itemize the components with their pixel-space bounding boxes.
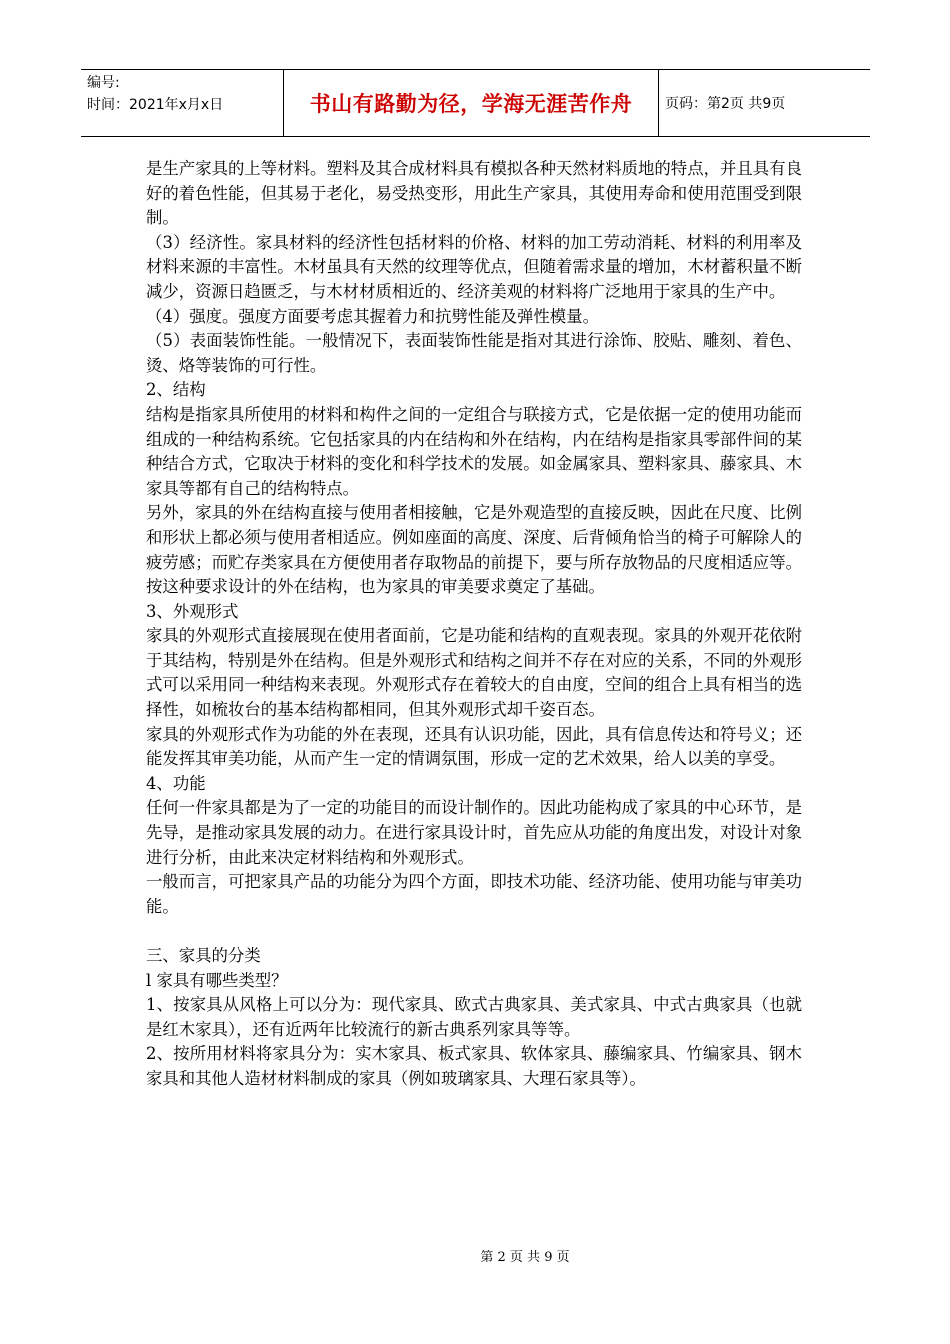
paragraph: 家具的外观形式作为功能的外在表现，还具有认识功能，因此，具有信息传达和符号义；还能发挥其审美功能，从而产生一定的情调氛围，形成一定的艺术效果，给人以美的享受。 — [146, 724, 802, 769]
header-motto-cell — [284, 70, 659, 136]
section-heading: 4、功能 — [146, 773, 206, 793]
paragraph: 任何一件家具都是为了一定的功能目的而设计制作的。因此功能构成了家具的中心环节，是先导，是推动家具发展的动力。在进行家具设计时，首先应从功能的角度出发，对设计对象进行分析，由此来决定材料结构和外观形式。 — [146, 798, 802, 867]
question-heading: l 家具有哪些类型？ — [146, 970, 288, 990]
paragraph: 另外，家具的外在结构直接与使用者相接触，它是外观造型的直接反映，因此在尺度、比例和形状上都必须与使用者相适应。例如座面的高度、深度、后背倾角恰当的椅子可解除人的疲劳感；而贮存类家具在方便使用者存取物品的前提下，要与所存放物品的尺度相适应等。按这种要求设计的外在结构，也为家具的审美要求奠定了基础。 — [146, 503, 802, 597]
document-date: 时间：2021年x月x日 — [87, 97, 224, 113]
chapter-heading: 三、家具的分类 — [146, 946, 261, 965]
paragraph: 家具的外观形式直接展现在使用者面前，它是功能和结构的直观表现。家具的外观开花依附于其结构，特别是外在结构。但是外观形式和结构之间并不存在对应的关系，不同的外观形式可以采用同一种结构来表现。外观形式存在着较大的自由度，空间的组合上具有相当的选择性，如梳妆台的基本结构都相同，但其外观形式却千姿百态。 — [146, 626, 802, 720]
section-heading: 3、外观形式 — [146, 601, 239, 621]
header-motto: 书山有路勤为径，学海无涯苦作舟 — [309, 92, 633, 116]
paragraph: 是生产家具的上等材料。塑料及其合成材料具有模拟各种天然材料质地的特点，并且具有良好的着色性能，但其易于老化，易受热变形，用此生产家具，其使用寿命和使用范围受到限制。 — [146, 159, 802, 228]
document-number-label: 编号: — [87, 75, 120, 91]
paragraph: 一般而言，可把家具产品的功能分为四个方面，即技术功能、经济功能、使用功能与审美功能。 — [146, 872, 802, 916]
header-meta — [81, 70, 284, 136]
section-heading: 2、结构 — [146, 380, 206, 400]
paragraph: （4）强度。强度方面要考虑其握着力和抗劈性能及弹性模量。 — [146, 306, 599, 326]
paragraph: （3）经济性。家具材料的经济性包括材料的价格、材料的加工劳动消耗、材料的利用率及材料来源的丰富性。木材虽具有天然的纹理等优点，但随着需求量的增加，木材蓄积量不断减少，资源日趋匮乏，与木材材质相近的、经济美观的材料将广泛地用于家具的生产中。 — [146, 232, 802, 301]
header-page-info-cell — [659, 70, 870, 136]
page-header — [81, 69, 870, 137]
header-page-info: 页码：第2页 共9页 — [665, 96, 786, 112]
paragraph: 1、按家具从风格上可以分为：现代家具、欧式古典家具、美式家具、中式古典家具（也就是红木家具），还有近两年比较流行的新古典系列家具等等。 — [146, 995, 802, 1039]
paragraph: 2、按所用材料将家具分为：实木家具、板式家具、软体家具、藤编家具、竹编家具、钢木家具和其他人造材材料制成的家具（例如玻璃家具、大理石家具等）。 — [146, 1044, 802, 1088]
page-footer — [0, 1246, 950, 1265]
paragraph: （5）表面装饰性能。一般情况下，表面装饰性能是指对其进行涂饰、胶贴、雕刻、着色、烫、烙等装饰的可行性。 — [146, 331, 802, 375]
document-body — [146, 157, 802, 1092]
paragraph: 结构是指家具所使用的材料和构件之间的一定组合与联接方式，它是依据一定的使用功能而组成的一种结构系统。它包括家具的内在结构和外在结构，内在结构是指家具零部件间的某种结合方式，它取决于材料的变化和科学技术的发展。如金属家具、塑料家具、藤家具、木家具等都有自己的结构特点。 — [146, 404, 802, 498]
blank-line — [146, 919, 802, 944]
footer-page-number: 第 2 页 共 9 页 — [480, 1250, 570, 1265]
